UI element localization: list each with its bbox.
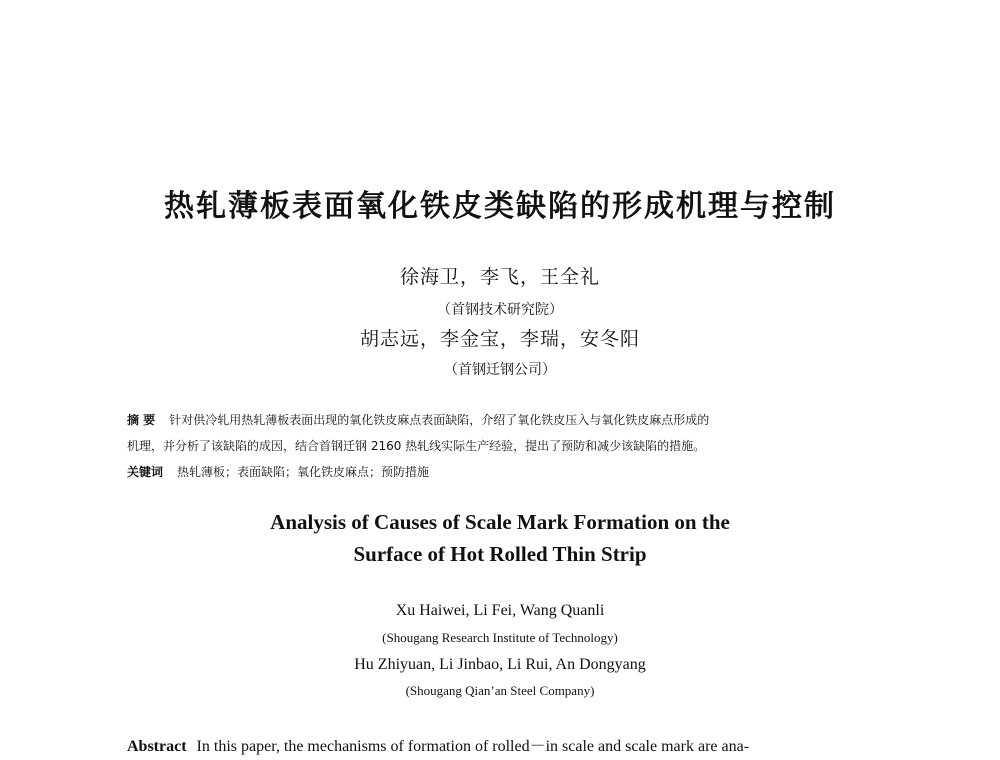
english-affiliation-2: (Shougang Qian’an Steel Company) bbox=[405, 683, 595, 698]
english-title-line-2: Surface of Hot Rolled Thin Strip bbox=[353, 542, 647, 566]
english-abstract-line bbox=[127, 733, 749, 756]
english-authors-group-1: Xu Haiwei, Li Fei, Wang Quanli bbox=[395, 602, 605, 619]
chinese-abstract-line-1 bbox=[127, 411, 709, 428]
english-affiliation-1: (Shougang Research Institute of Technology) bbox=[382, 630, 618, 645]
english-abstract-label: Abstract bbox=[127, 738, 187, 755]
chinese-abstract-line-2: 机理，并分析了该缺陷的成因，结合首钢迁钢 2160 热轧线实际生产经验，提出了预防和减少该缺陷的措施。 bbox=[127, 439, 706, 453]
chinese-authors-group-2: 胡志远，李金宝，李瑞，安冬阳 bbox=[359, 328, 640, 350]
chinese-authors-group-1: 徐海卫，李飞，王全礼 bbox=[399, 266, 600, 288]
english-authors-group-2: Hu Zhiyuan, Li Jinbao, Li Rui, An Dongyang bbox=[354, 656, 646, 673]
chinese-abstract-label: 摘 要 bbox=[127, 413, 156, 427]
english-title-line-1: Analysis of Causes of Scale Mark Formation on the bbox=[270, 510, 730, 534]
english-abstract-text: In this paper, the mechanisms of formation of rolled－in scale and scale mark are ana- bbox=[196, 738, 750, 755]
chinese-title: 热轧薄板表面氧化铁皮类缺陷的形成机理与控制 bbox=[164, 189, 836, 224]
chinese-keywords-line bbox=[127, 463, 429, 480]
chinese-keywords-text: 热轧薄板；表面缺陷；氧化铁皮麻点；预防措施 bbox=[177, 465, 430, 479]
chinese-abstract-text-1: 针对供冷轧用热轧薄板表面出现的氧化铁皮麻点表面缺陷，介绍了氧化铁皮压入与氧化铁皮麻点形成的 bbox=[169, 413, 710, 427]
chinese-affiliation-2: （首钢迁钢公司） bbox=[444, 362, 556, 378]
chinese-keywords-label: 关键词 bbox=[127, 465, 164, 479]
chinese-affiliation-1: （首钢技术研究院） bbox=[437, 302, 563, 318]
